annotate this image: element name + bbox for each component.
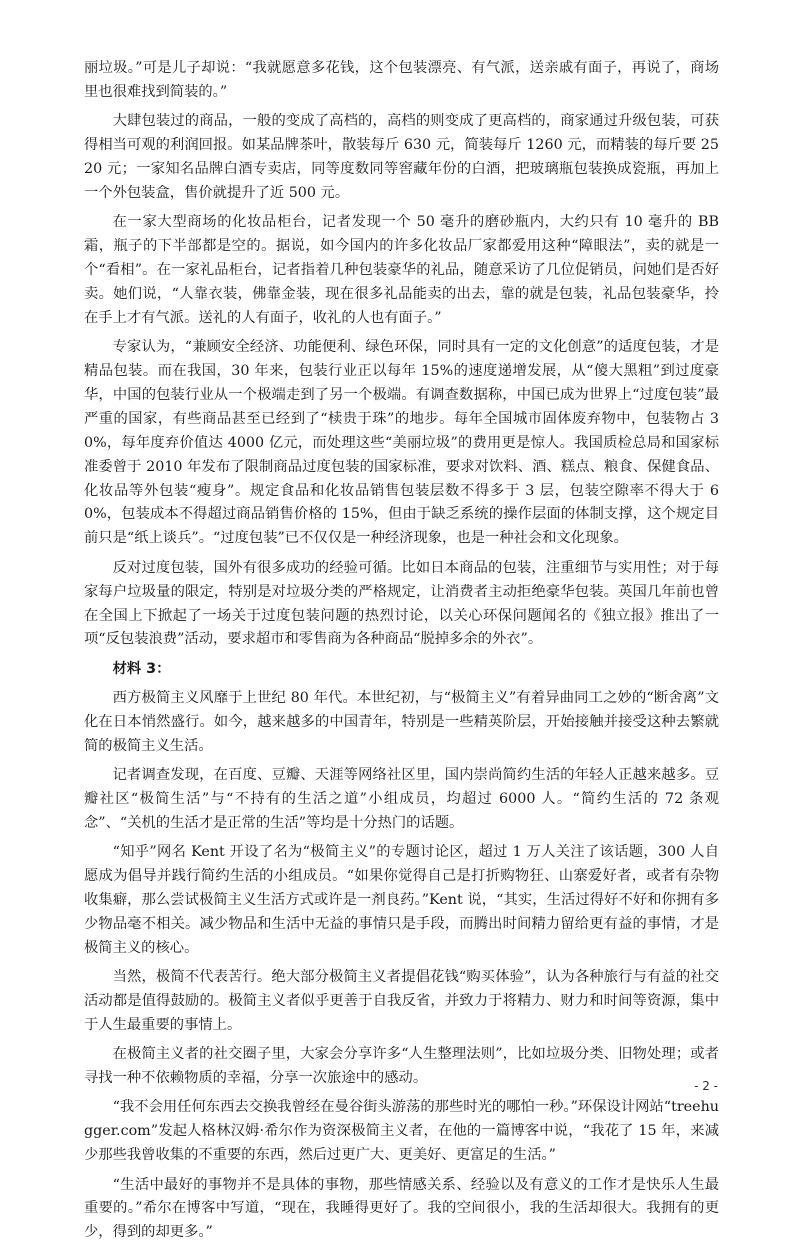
paragraph-minimalism-origin: 西方极简主义风靡于上世纪 80 年代。本世纪初，与“极简主义”有着异曲同工之妙的“断舍离”文化在日本悄然盛行。如今，越来越多的中国青年，特别是一些精英阶层，开始接触并接受这种去繁就简的极简主义生活。 <box>84 690 719 754</box>
paragraph-online-communities: 记者调查发现，在百度、豆瓣、天涯等网络社区里，国内崇尚简约生活的年轻人正越来越多。豆瓣社区“极简生活”与“不持有的生活之道”小组成员，均超过 6000 人。“简约生活的 72 条观念”、“关机的生活才是正常的生活”等均是十分热门的话题。 <box>84 767 719 831</box>
section-heading-material-3: 材料 3： <box>112 660 171 677</box>
paragraph-social-circle: 在极简主义者的社交圈子里，大家会分享许多“人生整理法则”，比如垃圾分类、旧物处理；或者寻找一种不依赖物质的幸福，分享一次旅途中的感动。 <box>84 1046 719 1087</box>
paragraph-not-asceticism: 当然，极简不代表苦行。绝大部分极简主义者提倡花钱“购买体验”，认为各种旅行与有益的社交活动都是值得鼓励的。极简主义者似乎更善于自我反省，并致力于将精力、财力和时间等资源，集中于人生最重要的事情上。 <box>84 969 719 1033</box>
paragraph-foreign-experience: 反对过度包装，国外有很多成功的经验可循。比如日本商品的包装，注重细节与实用性；对于每家每户垃圾量的限定，特别是对垃圾分类的严格规定，让消费者主动拒绝豪华包装。英国几年前也曾在全国上下掀起了一场关于过度包装问题的热烈讨论，以关心环保问题闻名的《独立报》推出了一项“反包装浪费”活动，要求超市和零售商为各种商品“脱掉多余的外衣”。 <box>84 559 719 648</box>
page-number: - 2 - <box>694 1079 718 1093</box>
paragraph-hill-blog: “生活中最好的事物并不是具体的事物，那些情感关系、经验以及有意义的工作才是快乐人生最重要的。”希尔在博客中写道，“现在，我睡得更好了。我的空间很小，我的生活却很大。我拥有的更少，得到的却更多。” <box>84 1176 719 1241</box>
paragraph-treehugger-quote: “我不会用任何东西去交换我曾经在曼谷街头游荡的那些时光的哪怕一秒。”环保设计网站“treehugger.com”发起人格林汉姆·希尔作为资深极简主义者，在他的一篇博客中说，“我花了 15 年，来减少那些我曾收集的不重要的东西，然后过更广大、更美好、更富足的生活。” <box>84 1099 719 1164</box>
document-page <box>84 57 719 1251</box>
paragraph-zhihu-kent: “知乎”网名 Kent 开设了名为“极简主义”的专题讨论区，超过 1 万人关注了该话题，300 人自愿成为倡导并践行简约生活的小组成员。“如果你觉得自己是打折购物狂、山寨爱好者，或者有杂物收集癖，那么尝试极简主义生活方式或许是一剂良药。”Kent 说，“其实，生活过得好不好和你拥有多少物品毫不相关。减少物品和生活中无益的事情只是手段，而腾出时间精力留给更有益的事情，才是极简主义的核心。 <box>84 844 719 956</box>
paragraph-cosmetics-counter: 在一家大型商场的化妆品柜台，记者发现一个 50 毫升的磨砂瓶内，大约只有 10 毫升的 BB 霜，瓶子的下半部都是空的。据说，如今国内的许多化妆品厂家都爱用这种“障眼法”，卖的就是一个“看相”。在一家礼品柜台，记者指着几种包装豪华的礼品，随意采访了几位促销员，问她们是否好卖。她们说，“人靠衣装，佛靠金装，现在很多礼品能卖的出去，靠的就是包装，礼品包装豪华，拎在手上才有气派。送礼的人有面子，收礼的人也有面子。” <box>84 214 719 326</box>
paragraph-packaging-profit: 大肆包装过的商品，一般的变成了高档的，高档的则变成了更高档的，商家通过升级包装，可获得相当可观的利润回报。如某品牌茶叶，散装每斤 630 元，简装每斤 1260 元，而精装的每斤要 2520 元；一家知名品牌白酒专卖店，同等度数同等窖藏年份的白酒，把玻璃瓶包装换成瓷瓶，再加上一个外包装盒，售价就提升了近 500 元。 <box>84 113 719 201</box>
paragraph-expert-opinion: 专家认为，“兼顾安全经济、功能便利、绿色环保，同时具有一定的文化创意”的适度包装，才是精品包装。而在我国，30 年来，包装行业正以每年 15%的速度递增发展，从“傻大黑粗”到过度豪华，中国的包装行业从一个极端走到了另一个极端。有调查数据称，中国已成为世界上“过度包装”最严重的国家，有些商品甚至已经到了“椟贵于珠”的地步。每年全国城市固体废弃物中，包装物占 30%，每年度弃价值达 4000 亿元，而处理这些“美丽垃圾”的费用更是惊人。我国质检总局和国家标准委曾于 2010 年发布了限制商品过度包装的国家标准，要求对饮料、酒、糕点、粮食、保健食品、化妆品等外包装“瘦身”。规定食品和化妆品销售包装层数不得多于 3 层，包装空隙率不得大于 60%，包装成本不得超过商品销售价格的 15%，但由于缺乏系统的操作层面的体制支撑，这个规定目前只是“纸上谈兵”。“过度包装”已不仅仅是一种经济现象，也是一种社会和文化现象。 <box>84 339 719 547</box>
paragraph-continued: 丽垃圾。”可是儿子却说：“我就愿意多花钱，这个包装漂亮、有气派，送亲戚有面子，再说了，商场里也很难找到简装的。” <box>84 60 719 100</box>
